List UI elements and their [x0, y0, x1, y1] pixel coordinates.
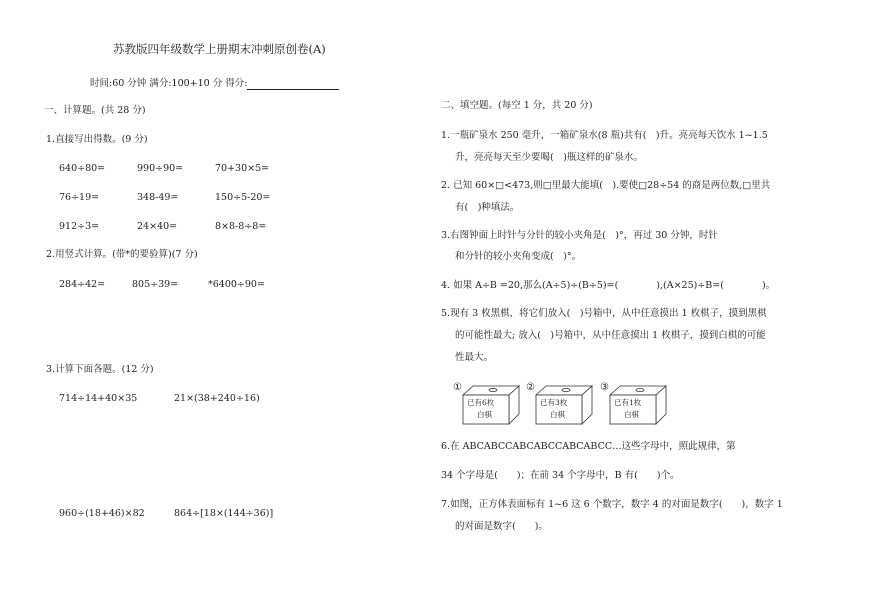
expression-item: 864÷[18×(144÷36)]: [174, 508, 274, 519]
fill-q4-line: 4. 如果 A÷B =20,那么(A÷5)÷(B÷5)=( ),(A×25)÷B=( )。: [441, 280, 776, 291]
exam-info-text: 时间:60 分钟 满分:100+10 分 得分:: [90, 78, 248, 89]
chess-box-1: [453, 382, 521, 426]
fill-q5-line: 性最大。: [455, 352, 494, 363]
expression-item: 714÷14+40×35: [59, 393, 138, 404]
calc-item: 912÷3=: [59, 221, 100, 232]
box-label: 已有3枚: [540, 398, 568, 407]
vertical-calc-item: 805÷39=: [132, 279, 179, 290]
section1-heading: 一、计算题。(共 28 分): [44, 105, 146, 116]
box-number: ②: [526, 382, 535, 393]
exam-title: 苏教版四年级数学上册期末冲刺原创卷(A): [113, 42, 326, 56]
fill-q1-line: 升，亮亮每天至少要喝( )瓶这样的矿泉水。: [455, 152, 643, 163]
fill-q1-line: 1.一瓶矿泉水 250 毫升，一箱矿泉水(8 瓶)共有( )升。亮亮每天饮水 1~1.5: [441, 130, 768, 141]
fill-q7-line: 7.如图，正方体表面标有 1~6 这 6 个数字，数字 4 的对面是数字( )，数字 1: [441, 499, 783, 510]
calc-item: 24×40=: [137, 221, 178, 232]
exam-info: [90, 78, 339, 90]
box-label: 白棋: [550, 410, 565, 419]
box-label: 已有6枚: [467, 398, 495, 407]
fill-q3-line: 和分针的较小夹角变成( )°。: [455, 251, 582, 262]
calc-item: 990÷90=: [137, 163, 184, 174]
q1-title: 1.直接写出得数。(9 分): [46, 134, 148, 145]
calc-item: 8×8-8÷8=: [215, 221, 267, 232]
section2-heading: 二、填空题。(每空 1 分，共 20 分): [441, 100, 593, 111]
expression-item: 21×(38+240÷16): [174, 393, 260, 404]
fill-q6-line: 34 个字母是( )；在前 34 个字母中，B 有( )个。: [441, 470, 680, 481]
calc-item: 640÷80=: [59, 163, 106, 174]
score-blank: [247, 80, 339, 90]
fill-q3-line: 3.右图钟面上时针与分针的较小夹角是( )°，再过 30 分钟，时针: [441, 230, 718, 241]
box-label: 白棋: [624, 410, 639, 419]
vertical-calc-item: *6400÷90=: [208, 279, 265, 290]
calc-item: 150÷5-20=: [215, 192, 271, 203]
fill-q5-line: 的可能性最大; 放入( )号箱中，从中任意摸出 1 枚棋子，摸到白棋的可能: [455, 330, 766, 341]
q2-title: 2.用竖式计算。(带*的要验算)(7 分): [46, 249, 198, 260]
chess-box-2: [526, 382, 594, 426]
box-number: ①: [453, 382, 462, 393]
calc-item: 70+30×5=: [215, 163, 270, 174]
vertical-calc-item: 284÷42=: [59, 279, 106, 290]
expression-item: 960÷(18+46)×82: [59, 508, 145, 519]
calc-item: 348-49=: [137, 192, 179, 203]
box-label: 白棋: [477, 410, 492, 419]
box-number: ③: [600, 382, 609, 393]
q3-title: 3.计算下面各题。(12 分): [46, 364, 154, 375]
calc-item: 76÷19=: [59, 192, 100, 203]
fill-q2-line: 2. 已知 60×□<473,则□里最大能填( ).要使□28÷54 的商是两位数,□里共: [441, 180, 771, 191]
fill-q7-line: 的对面是数字( )。: [455, 521, 548, 532]
fill-q5-line: 5.现有 3 枚黑棋，将它们放入( )号箱中，从中任意摸出 1 枚棋子，摸到黑棋: [441, 308, 767, 319]
fill-q2-line: 有( )种填法。: [455, 202, 520, 213]
box-label: 已有1枚: [614, 398, 642, 407]
fill-q6-line: 6.在 ABCABCCABCABCCABCABCC…这些字母中，照此规律，第: [441, 441, 736, 452]
chess-box-3: [600, 382, 668, 426]
